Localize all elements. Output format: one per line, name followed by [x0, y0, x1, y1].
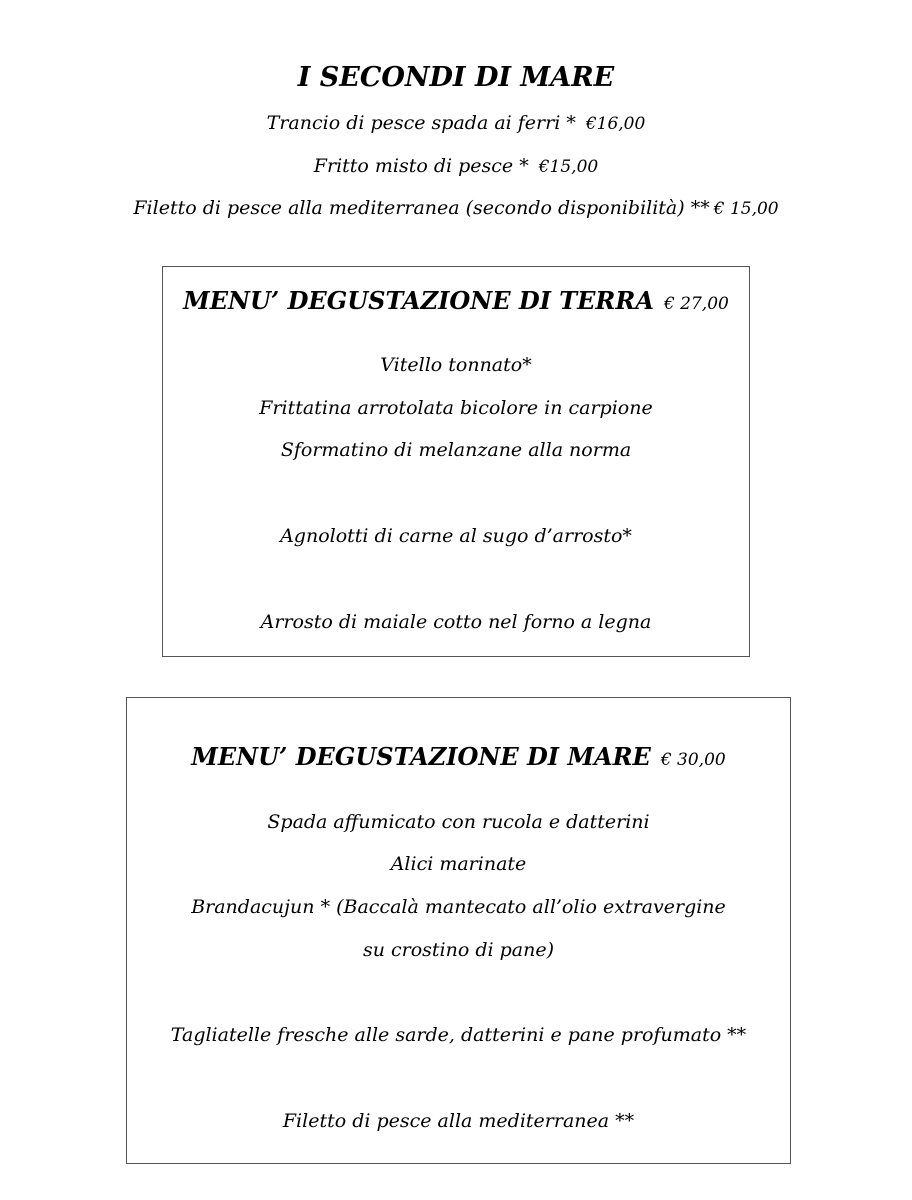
- menu-mare-item-3: Brandacujun * (Baccalà mantecato all’olio extravergine: [191, 896, 726, 918]
- secondi-item-2-name: Fritto misto di pesce *: [313, 155, 529, 177]
- secondi-item-1-price: €16,00: [585, 114, 646, 134]
- menu-terra-item-3: Sformatino di melanzane alla norma: [280, 439, 632, 461]
- menu-terra-price: € 27,00: [663, 294, 729, 314]
- menu-terra-item-4: Agnolotti di carne al sugo d’arrosto*: [280, 525, 632, 547]
- secondi-item-2-price: €15,00: [538, 157, 599, 177]
- menu-mare-title: MENU’ DEGUSTAZIONE DI MARE: [191, 742, 651, 771]
- secondi-item-2: [0, 157, 912, 176]
- secondi-item-3-price: € 15,00: [713, 199, 779, 219]
- menu-mare-item-4: Tagliatelle fresche alle sarde, datterini e pane profumato **: [170, 1024, 747, 1046]
- secondi-item-3-name: Filetto di pesce alla mediterranea (secondo disponibilità) **: [133, 197, 710, 219]
- secondi-item-1: [0, 114, 912, 133]
- menu-mare-item-2: Alici marinate: [390, 853, 527, 875]
- menu-terra-item-5: Arrosto di maiale cotto nel forno a legna: [260, 611, 652, 633]
- menu-terra-box: [162, 266, 750, 657]
- menu-mare-price: € 30,00: [660, 750, 726, 770]
- menu-mare-box: [126, 697, 791, 1164]
- menu-mare-header: [127, 742, 790, 771]
- secondi-title: I SECONDI DI MARE: [297, 62, 615, 93]
- secondi-item-1-name: Trancio di pesce spada ai ferri *: [266, 112, 576, 134]
- menu-mare-item-3-cont: su crostino di pane): [362, 939, 555, 961]
- menu-terra-item-1: Vitello tonnato*: [380, 354, 532, 376]
- menu-terra-title: MENU’ DEGUSTAZIONE DI TERRA: [183, 286, 654, 315]
- menu-mare-item-5: Filetto di pesce alla mediterranea **: [282, 1110, 635, 1132]
- menu-terra-header: [163, 286, 749, 315]
- secondi-item-3: [0, 199, 912, 218]
- menu-terra-item-2: Frittatina arrotolata bicolore in carpione: [259, 397, 653, 419]
- menu-mare-item-1: Spada affumicato con rucola e datterini: [267, 811, 650, 833]
